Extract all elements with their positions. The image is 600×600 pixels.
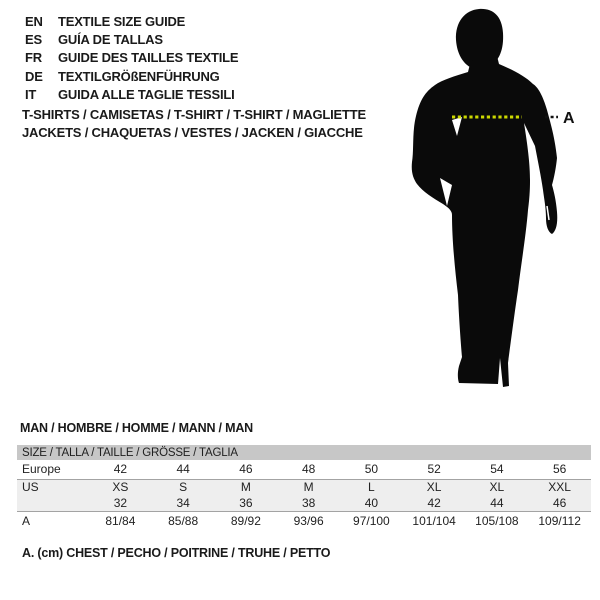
size-cell: 46 bbox=[215, 460, 278, 479]
size-cell: 34 bbox=[152, 495, 215, 511]
size-cell: 38 bbox=[277, 495, 340, 511]
size-cell: 42 bbox=[403, 495, 466, 511]
row-label: Europe bbox=[17, 460, 89, 479]
size-cell: S bbox=[179, 480, 188, 495]
size-cell: 44 bbox=[466, 495, 529, 511]
size-cell: M bbox=[303, 480, 314, 495]
language-code: DE bbox=[25, 68, 43, 84]
category-lines bbox=[22, 106, 366, 141]
category-line-tshirts: T-SHIRTS / CAMISETAS / T-SHIRT / T-SHIRT / MAGLIETTE bbox=[22, 107, 366, 122]
size-cell: L bbox=[368, 480, 375, 495]
size-cell: XL bbox=[489, 480, 505, 495]
size-cell: 48 bbox=[277, 460, 340, 479]
size-cell: 105/108 bbox=[475, 513, 519, 528]
language-code: FR bbox=[25, 50, 42, 66]
size-cell: 46 bbox=[528, 495, 591, 511]
language-row-en bbox=[25, 12, 238, 30]
size-table-row bbox=[17, 495, 591, 511]
category-line-jackets: JACKETS / CHAQUETAS / VESTES / JACKEN / GIACCHE bbox=[22, 124, 363, 140]
measure-label: A bbox=[563, 110, 575, 127]
size-cell: 36 bbox=[215, 495, 278, 511]
size-cell: XXL bbox=[548, 480, 571, 495]
size-table-row bbox=[17, 479, 591, 495]
size-table-row bbox=[17, 460, 591, 479]
size-cell: 81/84 bbox=[105, 513, 136, 528]
language-label: GUÍA DE TALLAS bbox=[58, 32, 163, 48]
size-table-body bbox=[17, 460, 591, 530]
size-table-row bbox=[17, 511, 591, 530]
language-label: GUIDA ALLE TAGLIE TESSILI bbox=[58, 87, 235, 103]
section-title: MAN / HOMBRE / HOMME / MANN / MAN bbox=[20, 421, 253, 435]
language-label: TEXTILE SIZE GUIDE bbox=[58, 13, 186, 29]
language-row-de bbox=[25, 67, 238, 85]
size-cell: 32 bbox=[89, 495, 152, 511]
size-cell: 93/96 bbox=[293, 513, 324, 528]
size-cell: 40 bbox=[340, 495, 403, 511]
size-cell: 97/100 bbox=[353, 513, 390, 528]
size-cell: 89/92 bbox=[230, 513, 261, 528]
row-label: A bbox=[22, 513, 31, 528]
measurement-footnote: A. (cm) CHEST / PECHO / POITRINE / TRUHE / PETTO bbox=[22, 546, 331, 560]
size-cell: XL bbox=[426, 480, 442, 495]
size-cell: 42 bbox=[89, 460, 152, 479]
language-label: GUIDE DES TAILLES TEXTILE bbox=[58, 50, 239, 66]
size-table bbox=[17, 445, 591, 530]
size-cell: 56 bbox=[528, 460, 591, 479]
language-row-fr bbox=[25, 49, 238, 67]
size-cell: 44 bbox=[152, 460, 215, 479]
size-cell: 85/88 bbox=[168, 513, 199, 528]
language-list bbox=[25, 12, 238, 104]
language-label: TEXTILGRÖßENFÜHRUNG bbox=[58, 68, 220, 84]
size-cell: M bbox=[240, 480, 251, 495]
language-code: ES bbox=[25, 32, 42, 48]
size-cell: 50 bbox=[340, 460, 403, 479]
size-cell: 54 bbox=[466, 460, 529, 479]
man-figure bbox=[395, 0, 600, 410]
language-code: IT bbox=[25, 87, 37, 103]
size-table-header: SIZE / TALLA / TAILLE / GRÖSSE / TAGLIA bbox=[17, 445, 591, 460]
size-table-header-row bbox=[17, 445, 591, 460]
language-row-it bbox=[25, 86, 238, 104]
language-code: EN bbox=[25, 13, 43, 29]
size-cell: 52 bbox=[403, 460, 466, 479]
man-silhouette bbox=[412, 56, 558, 387]
size-cell: 109/112 bbox=[538, 513, 581, 528]
language-row-es bbox=[25, 30, 238, 48]
size-cell: 101/104 bbox=[412, 513, 456, 528]
size-cell: XS bbox=[112, 480, 129, 495]
row-label bbox=[17, 495, 89, 511]
row-label: US bbox=[22, 480, 39, 495]
